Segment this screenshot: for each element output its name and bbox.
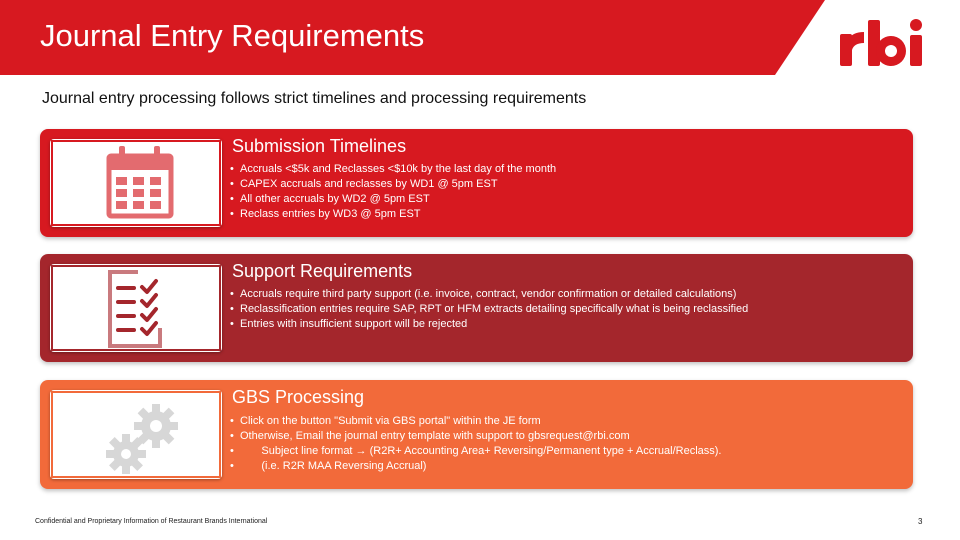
rbi-logo bbox=[838, 18, 926, 70]
bullet-item: • CAPEX accruals and reclasses by WD1 @ 5pm EST bbox=[230, 177, 556, 192]
bullet-item: • (i.e. R2R MAA Reversing Accrual) bbox=[230, 459, 721, 474]
section-title: Submission Timelines bbox=[232, 136, 407, 156]
support-requirements-card bbox=[40, 254, 913, 362]
section-title: GBS Processing bbox=[232, 387, 365, 407]
bullet-item: • Accruals <$5k and Reclasses <$10k by the last day of the month bbox=[230, 162, 556, 177]
bullet-item: • Otherwise, Email the journal entry template with support to gbsrequest@rbi.com bbox=[230, 429, 721, 444]
bullet-item: • All other accruals by WD2 @ 5pm EST bbox=[230, 192, 556, 207]
page-subtitle: Journal entry processing follows strict timelines and processing requirements bbox=[42, 90, 587, 107]
submission-timelines-card bbox=[40, 129, 913, 237]
bullet-item: • Entries with insufficient support will be rejected bbox=[230, 317, 748, 332]
calendar-icon bbox=[50, 139, 222, 227]
confidential-notice: Confidential and Proprietary Information of Restaurant Brands International bbox=[35, 518, 268, 525]
bullet-list bbox=[230, 287, 748, 332]
page-number: 3 bbox=[918, 517, 923, 526]
bullet-item: • Subject line format → (R2R+ Accounting Area+ Reversing/Permanent type + Accrual/Reclass). bbox=[230, 444, 721, 459]
bullet-list bbox=[230, 162, 556, 222]
bullet-item: • Click on the button "Submit via GBS portal" within the JE form bbox=[230, 414, 721, 429]
bullet-item: • Reclass entries by WD3 @ 5pm EST bbox=[230, 207, 556, 222]
bullet-item: • Reclassification entries require SAP, RPT or HFM extracts detailing specifically what is being reclassified bbox=[230, 302, 748, 317]
checklist-icon bbox=[50, 264, 222, 352]
gears-icon bbox=[50, 390, 222, 479]
bullet-item: • Accruals require third party support (i.e. invoice, contract, vendor confirmation or detailed calculations) bbox=[230, 287, 748, 302]
bullet-list bbox=[230, 414, 721, 474]
page-title: Journal Entry Requirements bbox=[40, 18, 425, 53]
gbs-processing-card bbox=[40, 380, 913, 489]
section-title: Support Requirements bbox=[232, 261, 413, 281]
